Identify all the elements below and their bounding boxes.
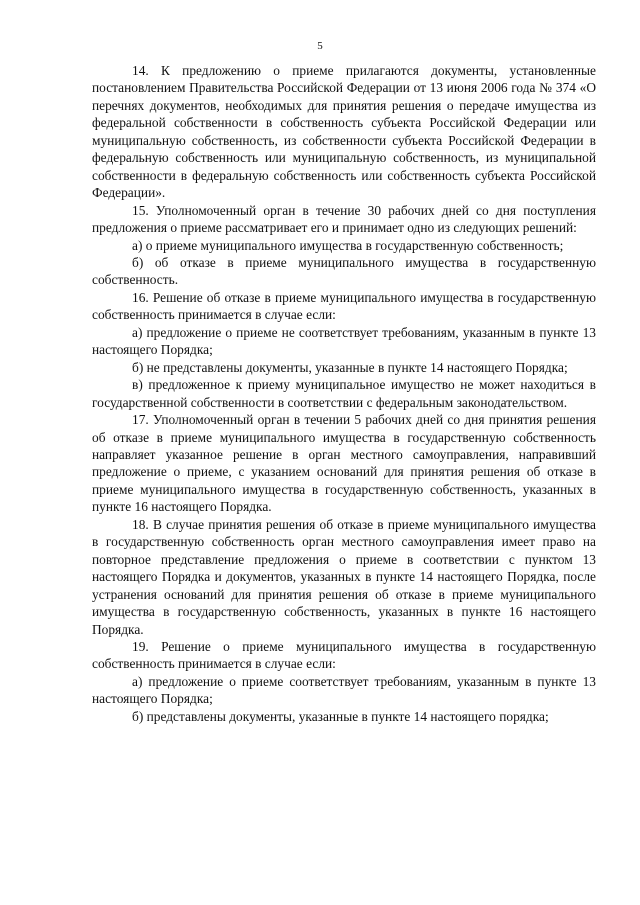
paragraph-19: 19. Решение о приеме муниципального имущества в государственную собственность принимается в случае если:	[92, 638, 596, 672]
paragraph-16-b: б) не представлены документы, указанные в пункте 14 настоящего Порядка;	[132, 359, 568, 375]
paragraph-17: 17. Уполномоченный орган в течении 5 рабочих дней со дня принятия решения об отказе в приеме муниципального имущества в государственную собственность направляет указанное решение в орган местного самоуправления, направивший предложение о приеме, с указанием оснований для принятия решения об отказе в приеме муниципального имущества в государственную собственность, указанных в пункте 16 настоящего Порядка.	[92, 412, 596, 515]
page-number: 5	[317, 40, 323, 52]
paragraph-15: 15. Уполномоченный орган в течение 30 рабочих дней со дня поступления предложения о приеме рассматривает его и принимает одно из следующих решений:	[92, 202, 596, 236]
paragraph-14: 14. К предложению о приеме прилагаются документы, установленные постановлением Правительства Российской Федерации от 13 июня 2006 года № 374 «О перечнях документов, необходимых для принятия решения о передаче имущества из федеральной собственности в собственность субъекта Российской Федерации или муниципальную собственность, из собственности субъекта Российской Федерации в федеральную собственность или муниципальную собственность, из муниципальной собственности в федеральную собственность или собственность субъекта Российской Федерации».	[92, 63, 596, 201]
paragraph-15-b: б) об отказе в приеме муниципального имущества в государственную собственность.	[92, 254, 596, 288]
paragraph-16: 16. Решение об отказе в приеме муниципального имущества в государственную собственность принимается в случае если:	[92, 289, 596, 323]
paragraph-15-a: а) о приеме муниципального имущества в государственную собственность;	[132, 237, 564, 253]
paragraph-19-b: б) представлены документы, указанные в пункте 14 настоящего порядка;	[132, 708, 549, 724]
document-body	[92, 62, 596, 725]
paragraph-16-v: в) предложенное к приему муниципальное имущество не может находиться в государственной собственности в соответствии с федеральным законодательством.	[92, 377, 596, 410]
paragraph-16-a: а) предложение о приеме не соответствует требованиям, указанным в пункте 13 настоящего Порядка;	[92, 324, 596, 358]
paragraph-19-a: а) предложение о приеме соответствует требованиям, указанным в пункте 13 настоящего Порядка;	[92, 673, 596, 707]
paragraph-18: 18. В случае принятия решения об отказе в приеме муниципального имущества в государственную собственность орган местного самоуправления имеет право на повторное представление предложения о приеме в соответствии с пунктом 13 настоящего Порядка и документов, указанных в пункте 14 настоящего Порядка, после устранения оснований для принятия решения об отказе в приеме муниципального имущества в государственную собственность, указанных в пункте 16 настоящего Порядка.	[92, 516, 596, 637]
